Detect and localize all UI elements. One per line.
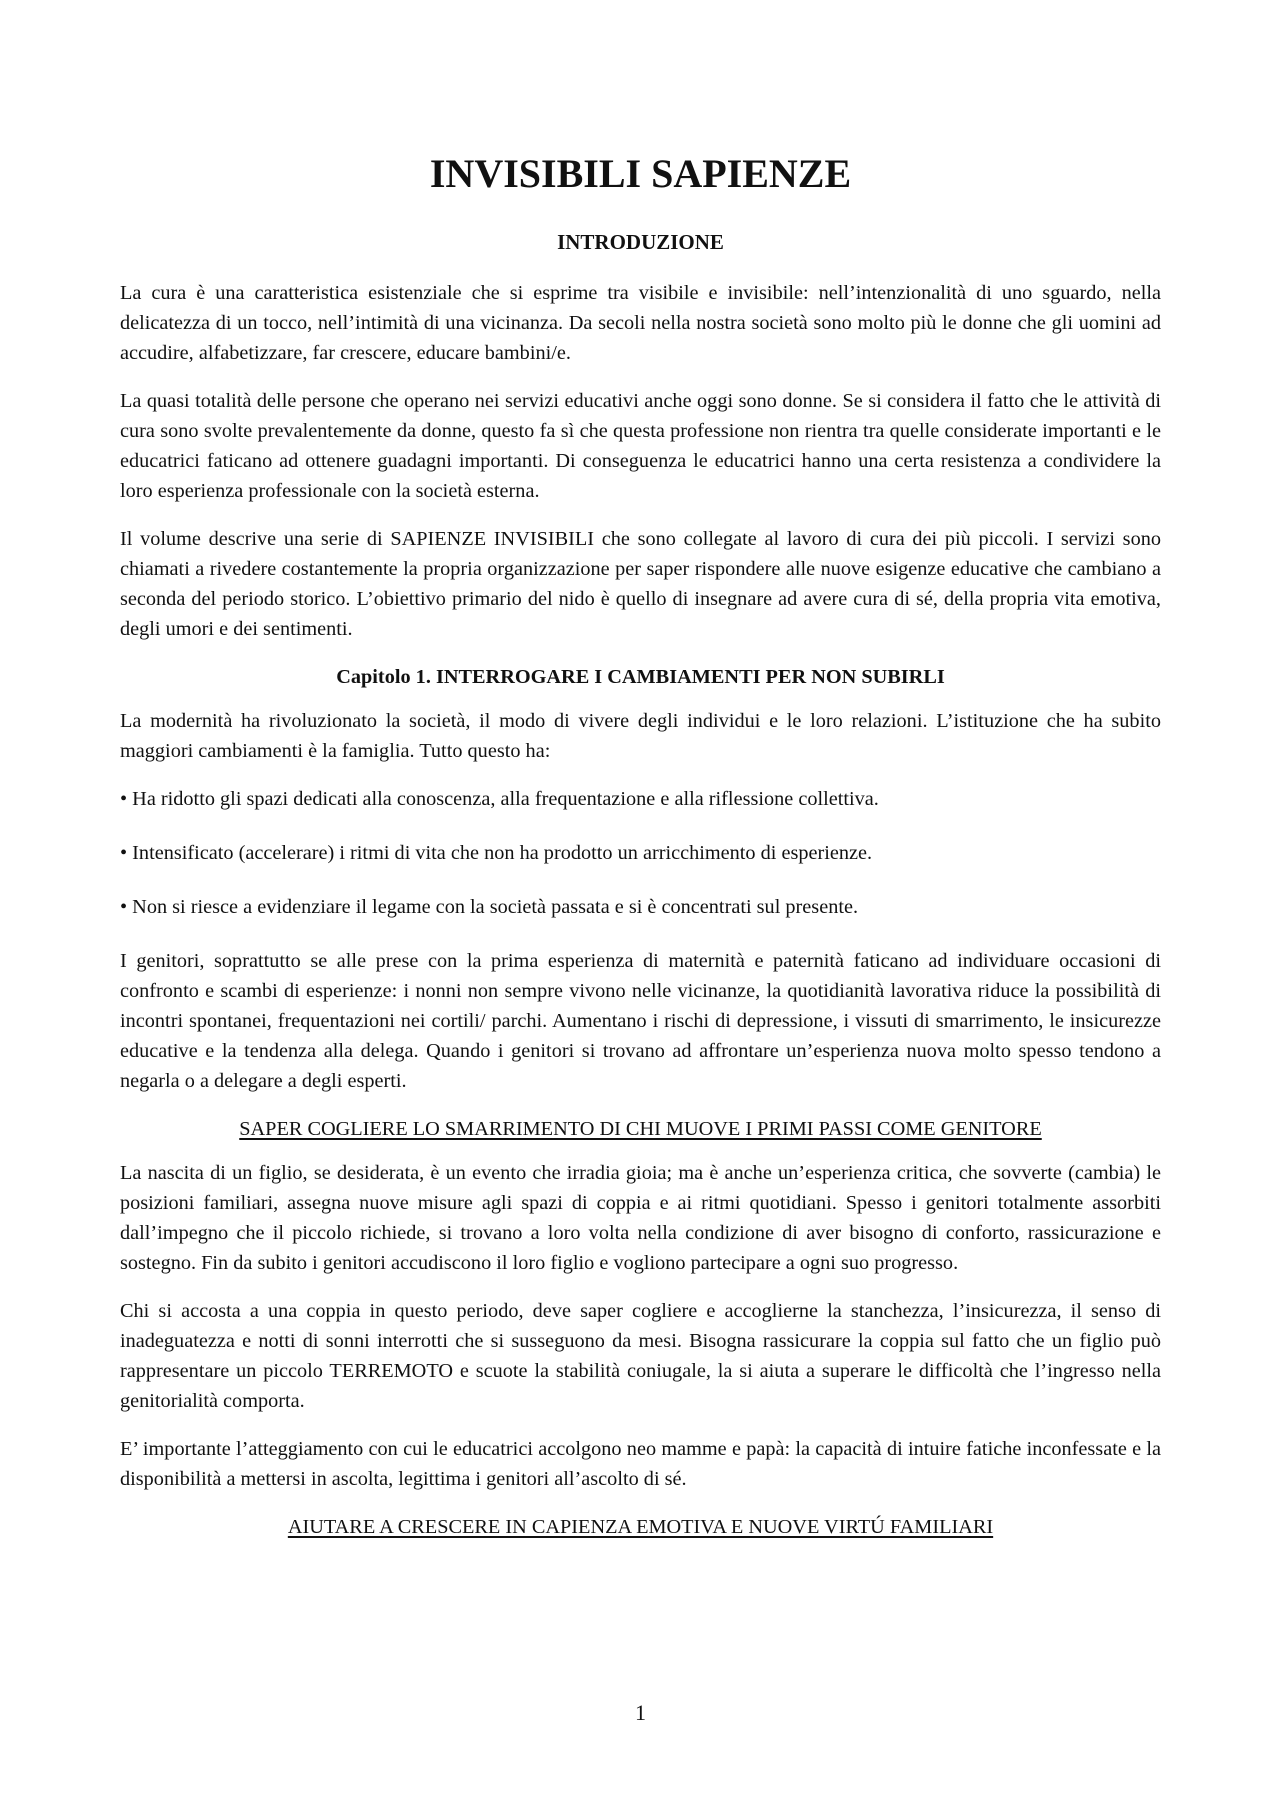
section-heading — [120, 1512, 1161, 1542]
paragraph: Chi si accosta a una coppia in questo periodo, deve saper cogliere e accoglierne la stanchezza, l’insicurezza, il senso di inadeguatezza e notti di sonni interrotti che si susseguono da mesi. Bisogna rassicurare la coppia sul fatto che un figlio può rappresentare un piccolo TERREMOTO e scuote la stabilità coniugale, la si aiuta a superare le difficoltà che l’ingresso nella genitorialità comporta. — [120, 1300, 1161, 1412]
section-heading-text: AIUTARE A CRESCERE IN CAPIENZA EMOTIVA E NUOVE VIRTÚ FAMILIARI — [287, 1516, 994, 1538]
bullet-item: • Non si riesce a evidenziare il legame con la società passata e si è concentrati sul presente. — [120, 896, 859, 918]
document-title: INVISIBILI SAPIENZE — [429, 151, 852, 196]
section-heading-text: SAPER COGLIERE LO SMARRIMENTO DI CHI MUOVE I PRIMI PASSI COME GENITORE — [239, 1118, 1042, 1140]
paragraph: La nascita di un figlio, se desiderata, è un evento che irradia gioia; ma è anche un’esperienza critica, che sovverte (cambia) le posizioni familiari, assegna nuove misure agli spazi di coppia e ai ritmi quotidiani. Spesso i genitori totalmente assorbiti dall’impegno che il piccolo richiede, si trovano a loro volta nella condizione di aver bisogno di conforto, rassicurazione e sostegno. Fin da subito i genitori accudiscono il loro figlio e vogliono partecipare a ogni suo progresso. — [120, 1162, 1161, 1274]
bullet-item: • Intensificato (accelerare) i ritmi di vita che non ha prodotto un arricchimento di esperienze. — [120, 842, 873, 864]
paragraph: La modernità ha rivoluzionato la società, il modo di vivere degli individui e le loro relazioni. L’istituzione che ha subito maggiori cambiamenti è la famiglia. Tutto questo ha: — [120, 710, 1161, 762]
document-body — [120, 278, 1161, 1556]
page-number: 1 — [635, 1700, 646, 1725]
paragraph: La quasi totalità delle persone che operano nei servizi educativi anche oggi sono donne. Se si considera il fatto che le attività di cura sono svolte prevalentemente da donne, questo fa sì che questa professione non rientra tra quelle considerate importanti e le educatrici faticano ad ottenere guadagni importanti. Di conseguenza le educatrici hanno una certa resistenza a condividere la loro esperienza professionale con la società esterna. — [120, 390, 1161, 502]
paragraph: I genitori, soprattutto se alle prese con la prima esperienza di maternità e paternità faticano ad individuare occasioni di confronto e scambi di esperienze: i nonni non sempre vivono nelle vicinanze, la quotidianità lavorativa riduce la possibilità di incontri spontanei, frequentazioni nei cortili/ parchi. Aumentano i rischi di depressione, i vissuti di smarrimento, le insicurezze educative e la tendenza alla delega. Quando i genitori si trovano ad affrontare un’esperienza nuova molto spesso tendono a negarla o a delegare a degli esperti. — [120, 950, 1161, 1092]
paragraph: Il volume descrive una serie di SAPIENZE INVISIBILI che sono collegate al lavoro di cura dei più piccoli. I servizi sono chiamati a rivedere costantemente la propria organizzazione per saper rispondere alle nuove esigenze educative che cambiano a seconda del periodo storico. L’obiettivo primario del nido è quello di insegnare ad avere cura di sé, della propria vita emotiva, degli umori e dei sentimenti. — [120, 528, 1161, 640]
bullet-item: • Ha ridotto gli spazi dedicati alla conoscenza, alla frequentazione e alla riflessione collettiva. — [120, 788, 879, 810]
section-title-introduzione: INTRODUZIONE — [557, 230, 724, 254]
paragraph: E’ importante l’atteggiamento con cui le educatrici accolgono neo mamme e papà: la capacità di intuire fatiche inconfessate e la disponibilità a mettersi in ascolta, legittima i genitori all’ascolto di sé. — [120, 1438, 1161, 1490]
chapter-heading: Capitolo 1. INTERROGARE I CAMBIAMENTI PER NON SUBIRLI — [336, 666, 945, 688]
paragraph: La cura è una caratteristica esistenziale che si esprime tra visibile e invisibile: nell’intenzionalità di uno sguardo, nella delicatezza di un tocco, nell’intimità di una vicinanza. Da secoli nella nostra società sono molto più le donne che gli uomini ad accudire, alfabetizzare, far crescere, educare bambini/e. — [120, 282, 1161, 364]
section-heading — [120, 1114, 1161, 1144]
document-page — [120, 0, 1161, 1811]
